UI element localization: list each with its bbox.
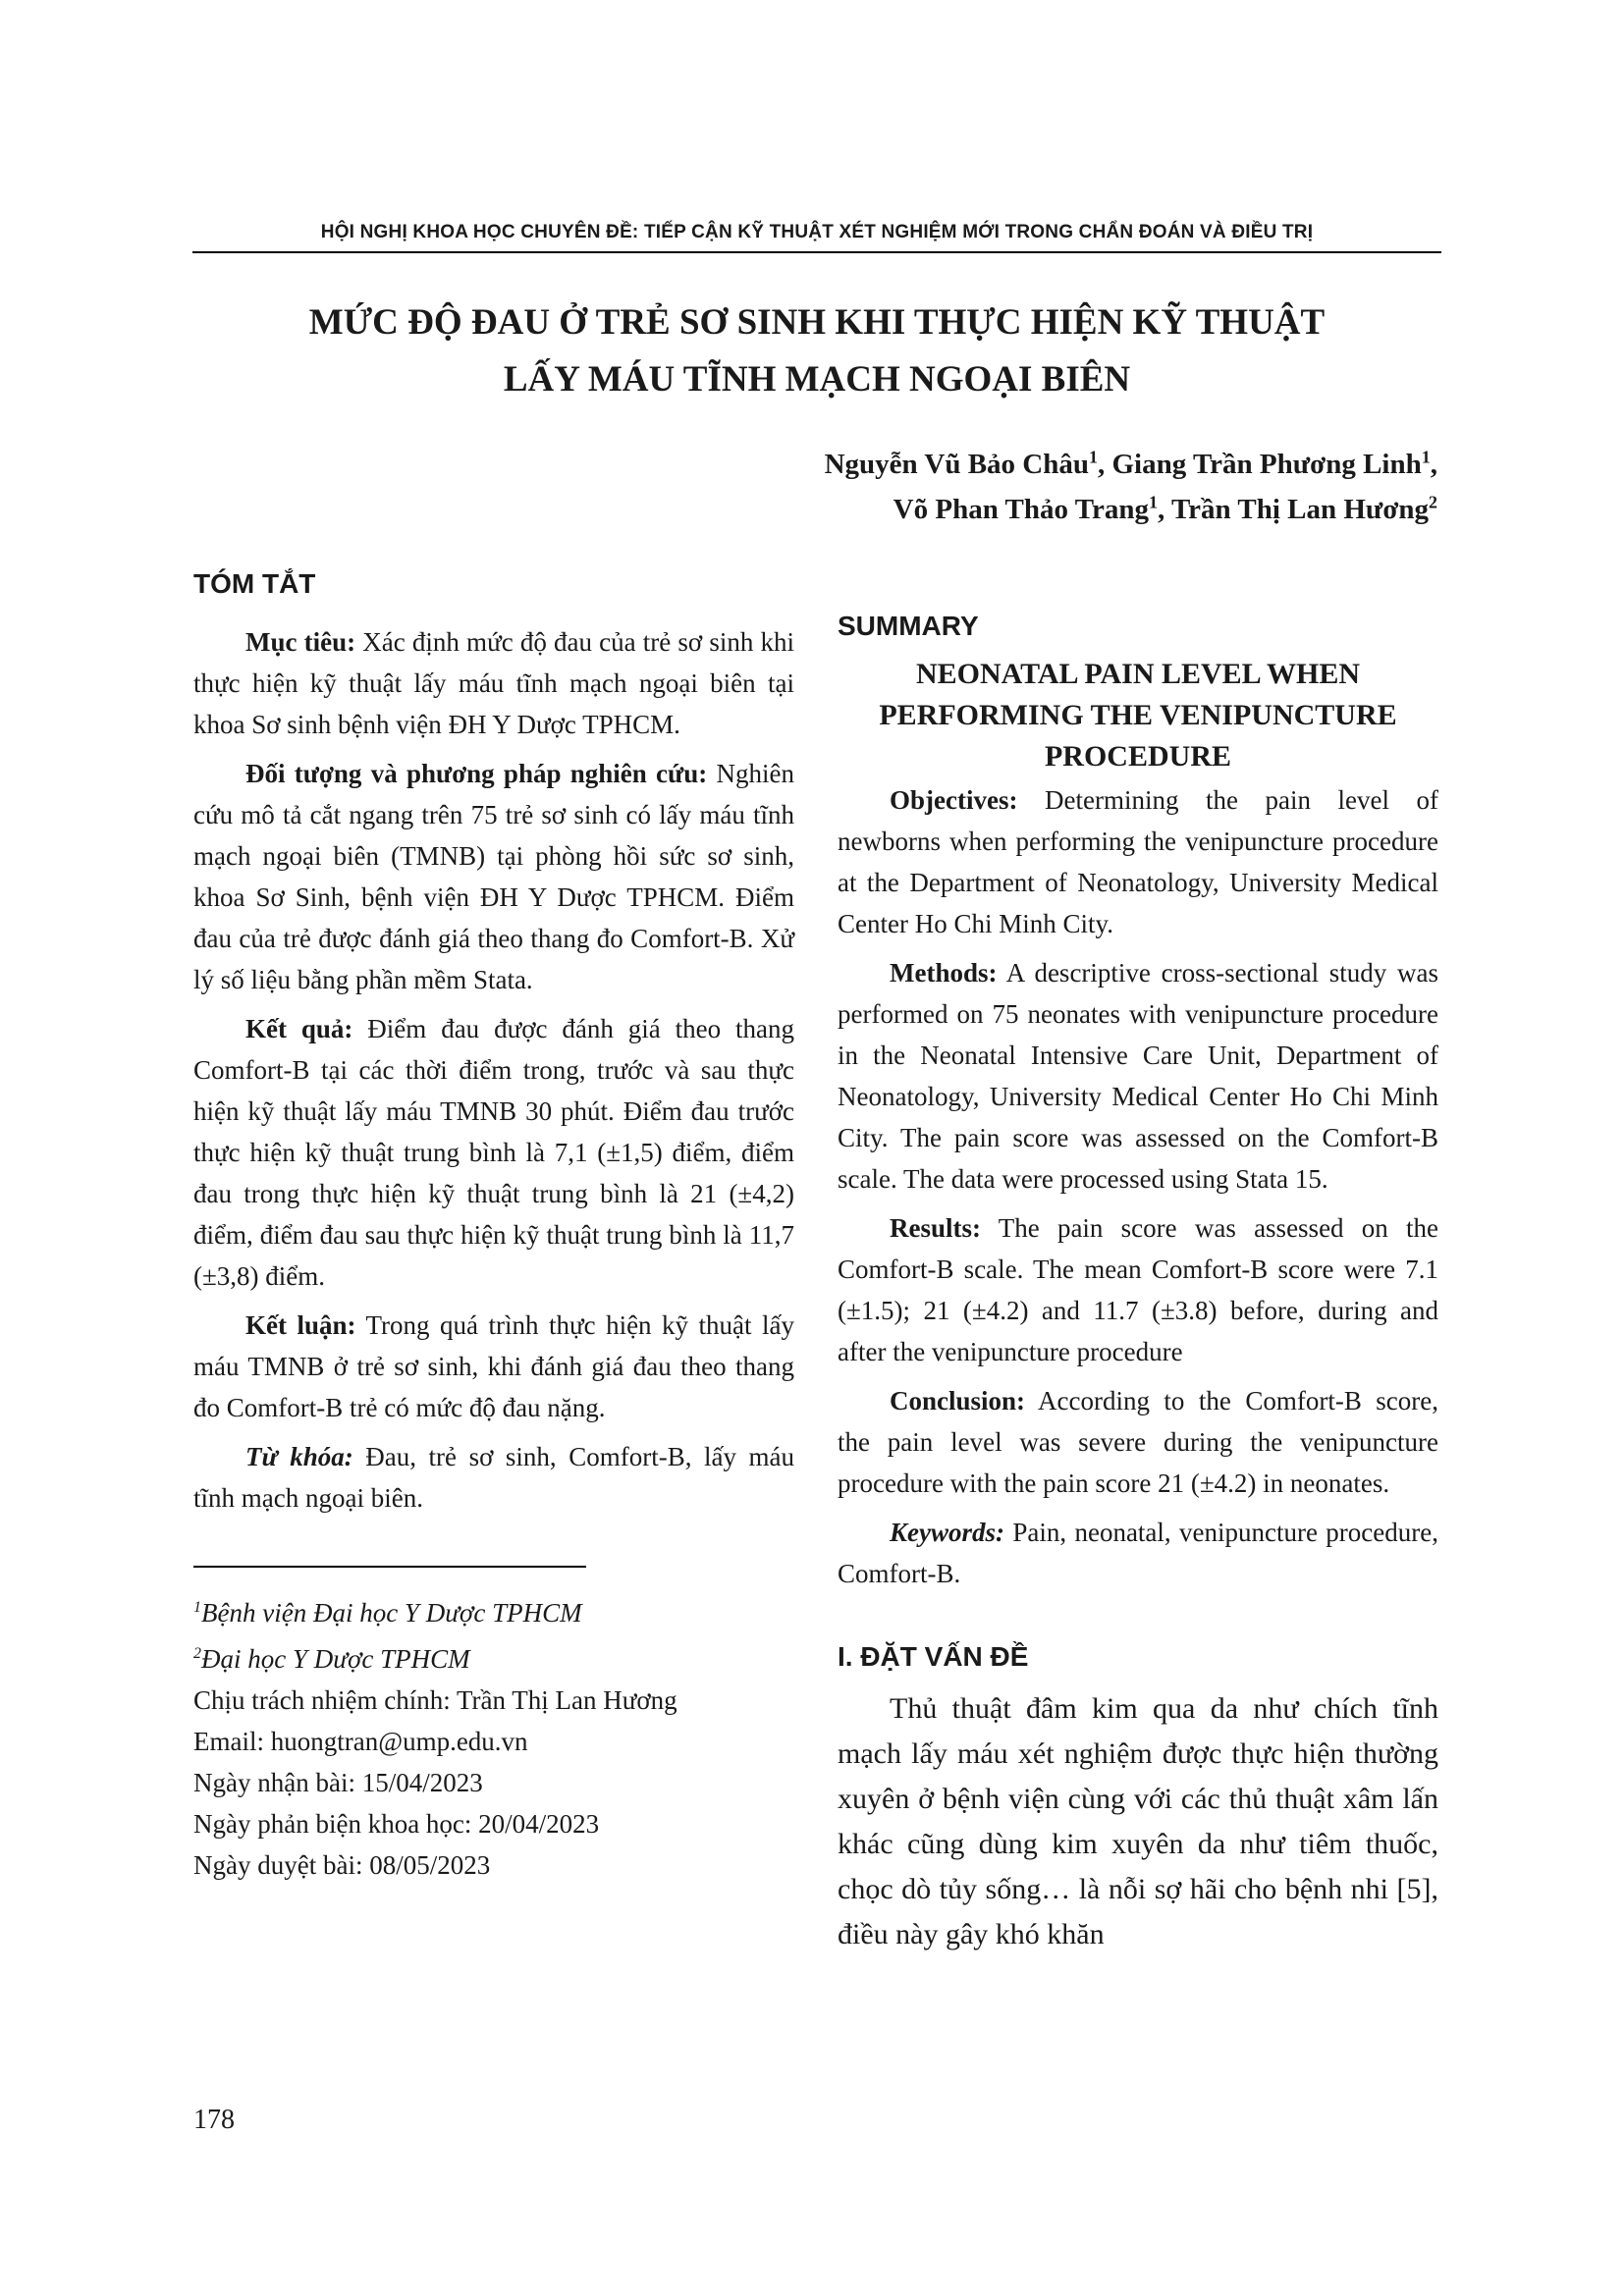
abstract-keywords-text: Đau, trẻ sơ sinh, Comfort-B, lấy máu tĩnh mạch ngoại biên. <box>193 1442 795 1513</box>
author-name: Nguyễn Vũ Bảo Châu <box>824 449 1089 480</box>
author-separator: , <box>1098 449 1112 480</box>
summary-objectives <box>838 779 1438 944</box>
left-column <box>193 564 794 1886</box>
abstract-results-label: Kết quả: <box>245 1014 353 1043</box>
abstract-methods-label: Đối tượng và phương pháp nghiên cứu: <box>245 759 708 788</box>
summary-methods-label: Methods: <box>890 958 998 988</box>
summary-heading: SUMMARY <box>838 611 979 641</box>
summary-conclusion-text: According to the Comfort-B score, the pain level was severe during the venipuncture procedure with the pain score 21 (±4.2) in neonates. <box>838 1386 1438 1498</box>
footnote-accepted: Ngày duyệt bài: 08/05/2023 <box>193 1850 491 1880</box>
abstract-results <box>193 1008 794 1297</box>
footnote-corresponding: Chịu trách nhiệm chính: Trần Thị Lan Hương <box>193 1685 677 1715</box>
summary-results-text: The pain score was assessed on the Comfort-B scale. The mean Comfort-B score were 7.1 (±1.5); 21 (±4.2) and 11.7 (±3.8) before, during and after the venipuncture procedure <box>838 1213 1438 1366</box>
author-affiliation-mark: 2 <box>1429 492 1437 512</box>
footnote-affiliation-2 <box>193 1633 794 1680</box>
summary-objectives-label: Objectives: <box>890 785 1018 815</box>
summary-title-line: NEONATAL PAIN LEVEL WHEN <box>915 658 1361 690</box>
abstract-objective-text: Xác định mức độ đau của trẻ sơ sinh khi thực hiện kỹ thuật lấy máu tĩnh mạch ngoại biên tại khoa Sơ sinh bệnh viện ĐH Y Dược TPHCM. <box>193 627 794 739</box>
author-affiliation-mark: 1 <box>1148 492 1158 512</box>
title-line-1: MỨC ĐỘ ĐAU Ở TRẺ SƠ SINH KHI THỰC HIỆN KỸ THUẬT <box>308 302 1326 343</box>
summary-keywords-label: Keywords: <box>890 1518 1004 1547</box>
summary-methods <box>838 952 1438 1200</box>
summary-conclusion <box>838 1380 1438 1504</box>
footnote-mark: 2 <box>193 1645 201 1662</box>
page-number: 178 <box>193 2105 235 2135</box>
summary-objectives-text: Determining the pain level of newborns when performing the venipuncture procedure at the Department of Neonatology, University Medical Center Ho Chi Minh City. <box>838 785 1438 938</box>
footnote-mark: 1 <box>193 1599 201 1616</box>
section-1-paragraph: Thủ thuật đâm kim qua da như chích tĩnh mạch lấy máu xét nghiệm được thực hiện thường xuyên ở bệnh viện cùng với các thủ thuật xâm lấn khác cũng dùng kim xuyên da như tiêm thuốc, chọc dò tủy sống… là nỗi sợ hãi cho bệnh nhi [5], điều này gây khó khăn <box>838 1692 1438 1950</box>
author-separator: , <box>1157 494 1171 525</box>
author-line-2 <box>825 487 1437 532</box>
summary-title-line: PERFORMING THE VENIPUNCTURE <box>879 699 1397 731</box>
author-line-1 <box>825 442 1437 487</box>
summary-conclusion-label: Conclusion: <box>890 1386 1026 1415</box>
footnote-email: Email: huongtran@ump.edu.vn <box>193 1727 528 1756</box>
footnote-reviewed: Ngày phản biện khoa học: 20/04/2023 <box>193 1809 600 1839</box>
running-header: HỘI NGHỊ KHOA HỌC CHUYÊN ĐỀ: TIẾP CẬN KỸ THUẬT XÉT NGHIỆM MỚI TRONG CHẨN ĐOÁN VÀ ĐIỀU TRỊ <box>320 222 1314 242</box>
footnote-rule <box>193 1566 586 1568</box>
title-line-2: LẤY MÁU TĨNH MẠCH NGOẠI BIÊN <box>503 359 1131 400</box>
abstract-methods-text: Nghiên cứu mô tả cắt ngang trên 75 trẻ sơ sinh có lấy máu tĩnh mạch ngoại biên (TMNB) tại phòng hồi sức sơ sinh, khoa Sơ Sinh, bệnh viện ĐH Y Dược TPHCM. Điểm đau của trẻ được đánh giá theo thang đo Comfort-B. Xử lý số liệu bằng phần mềm Stata. <box>193 759 795 994</box>
footnote-received: Ngày nhận bài: 15/04/2023 <box>193 1768 483 1797</box>
abstract-heading: TÓM TẮT <box>193 568 316 599</box>
summary-results-label: Results: <box>890 1213 981 1243</box>
abstract-keywords-label: Từ khóa: <box>245 1442 353 1471</box>
author-list <box>825 442 1437 532</box>
summary-keywords <box>838 1512 1438 1594</box>
abstract-conclusion-text: Trong quá trình thực hiện kỹ thuật lấy máu TMNB ở trẻ sơ sinh, khi đánh giá đau theo thang đo Comfort-B trẻ có mức độ đau nặng. <box>193 1310 794 1422</box>
abstract-keywords <box>193 1436 794 1519</box>
author-name: Võ Phan Thảo Trang <box>893 494 1149 525</box>
abstract-methods <box>193 753 794 1000</box>
author-affiliation-mark: 1 <box>1089 447 1098 467</box>
author-separator: , <box>1430 449 1437 480</box>
section-1-heading: I. ĐẶT VẤN ĐỀ <box>838 1641 1029 1672</box>
footnote-affiliation-text: Bệnh viện Đại học Y Dược TPHCM <box>201 1598 582 1628</box>
abstract-conclusion-label: Kết luận: <box>245 1310 356 1340</box>
abstract-objective-label: Mục tiêu: <box>245 627 356 657</box>
summary-keywords-text: Pain, neonatal, venipuncture procedure, Comfort-B. <box>838 1518 1438 1588</box>
abstract-results-text: Điểm đau được đánh giá theo thang Comfort-B tại các thời điểm trong, trước và sau thực hiện kỹ thuật lấy máu TMNB 30 phút. Điểm đau trước thực hiện kỹ thuật trung bình là 7,1 (±1,5) điểm, điểm đau trong thực hiện kỹ thuật trung bình là 21 (±4,2) điểm, điểm đau sau thực hiện kỹ thuật trung bình là 11,7 (±3,8) điểm. <box>193 1014 794 1291</box>
footnote-affiliation-text: Đại học Y Dược TPHCM <box>201 1644 470 1674</box>
author-name: Trần Thị Lan Hương <box>1170 494 1429 525</box>
author-name: Giang Trần Phương Linh <box>1111 449 1422 480</box>
right-column <box>838 607 1438 1957</box>
summary-results <box>838 1207 1438 1372</box>
footnote-affiliation-1 <box>193 1587 794 1633</box>
summary-title <box>838 654 1438 777</box>
header-rule <box>192 251 1441 253</box>
abstract-objective <box>193 621 794 745</box>
summary-title-line: PROCEDURE <box>1044 740 1231 773</box>
author-affiliation-mark: 1 <box>1421 447 1431 467</box>
summary-methods-text: A descriptive cross-sectional study was performed on 75 neonates with venipuncture procedure in the Neonatal Intensive Care Unit, Department of Neonatology, University Medical Center Ho Chi Minh City. The pain score was assessed on the Comfort-B scale. The data were processed using Stata 15. <box>838 958 1438 1194</box>
abstract-conclusion <box>193 1305 794 1428</box>
paper-title <box>192 294 1441 408</box>
